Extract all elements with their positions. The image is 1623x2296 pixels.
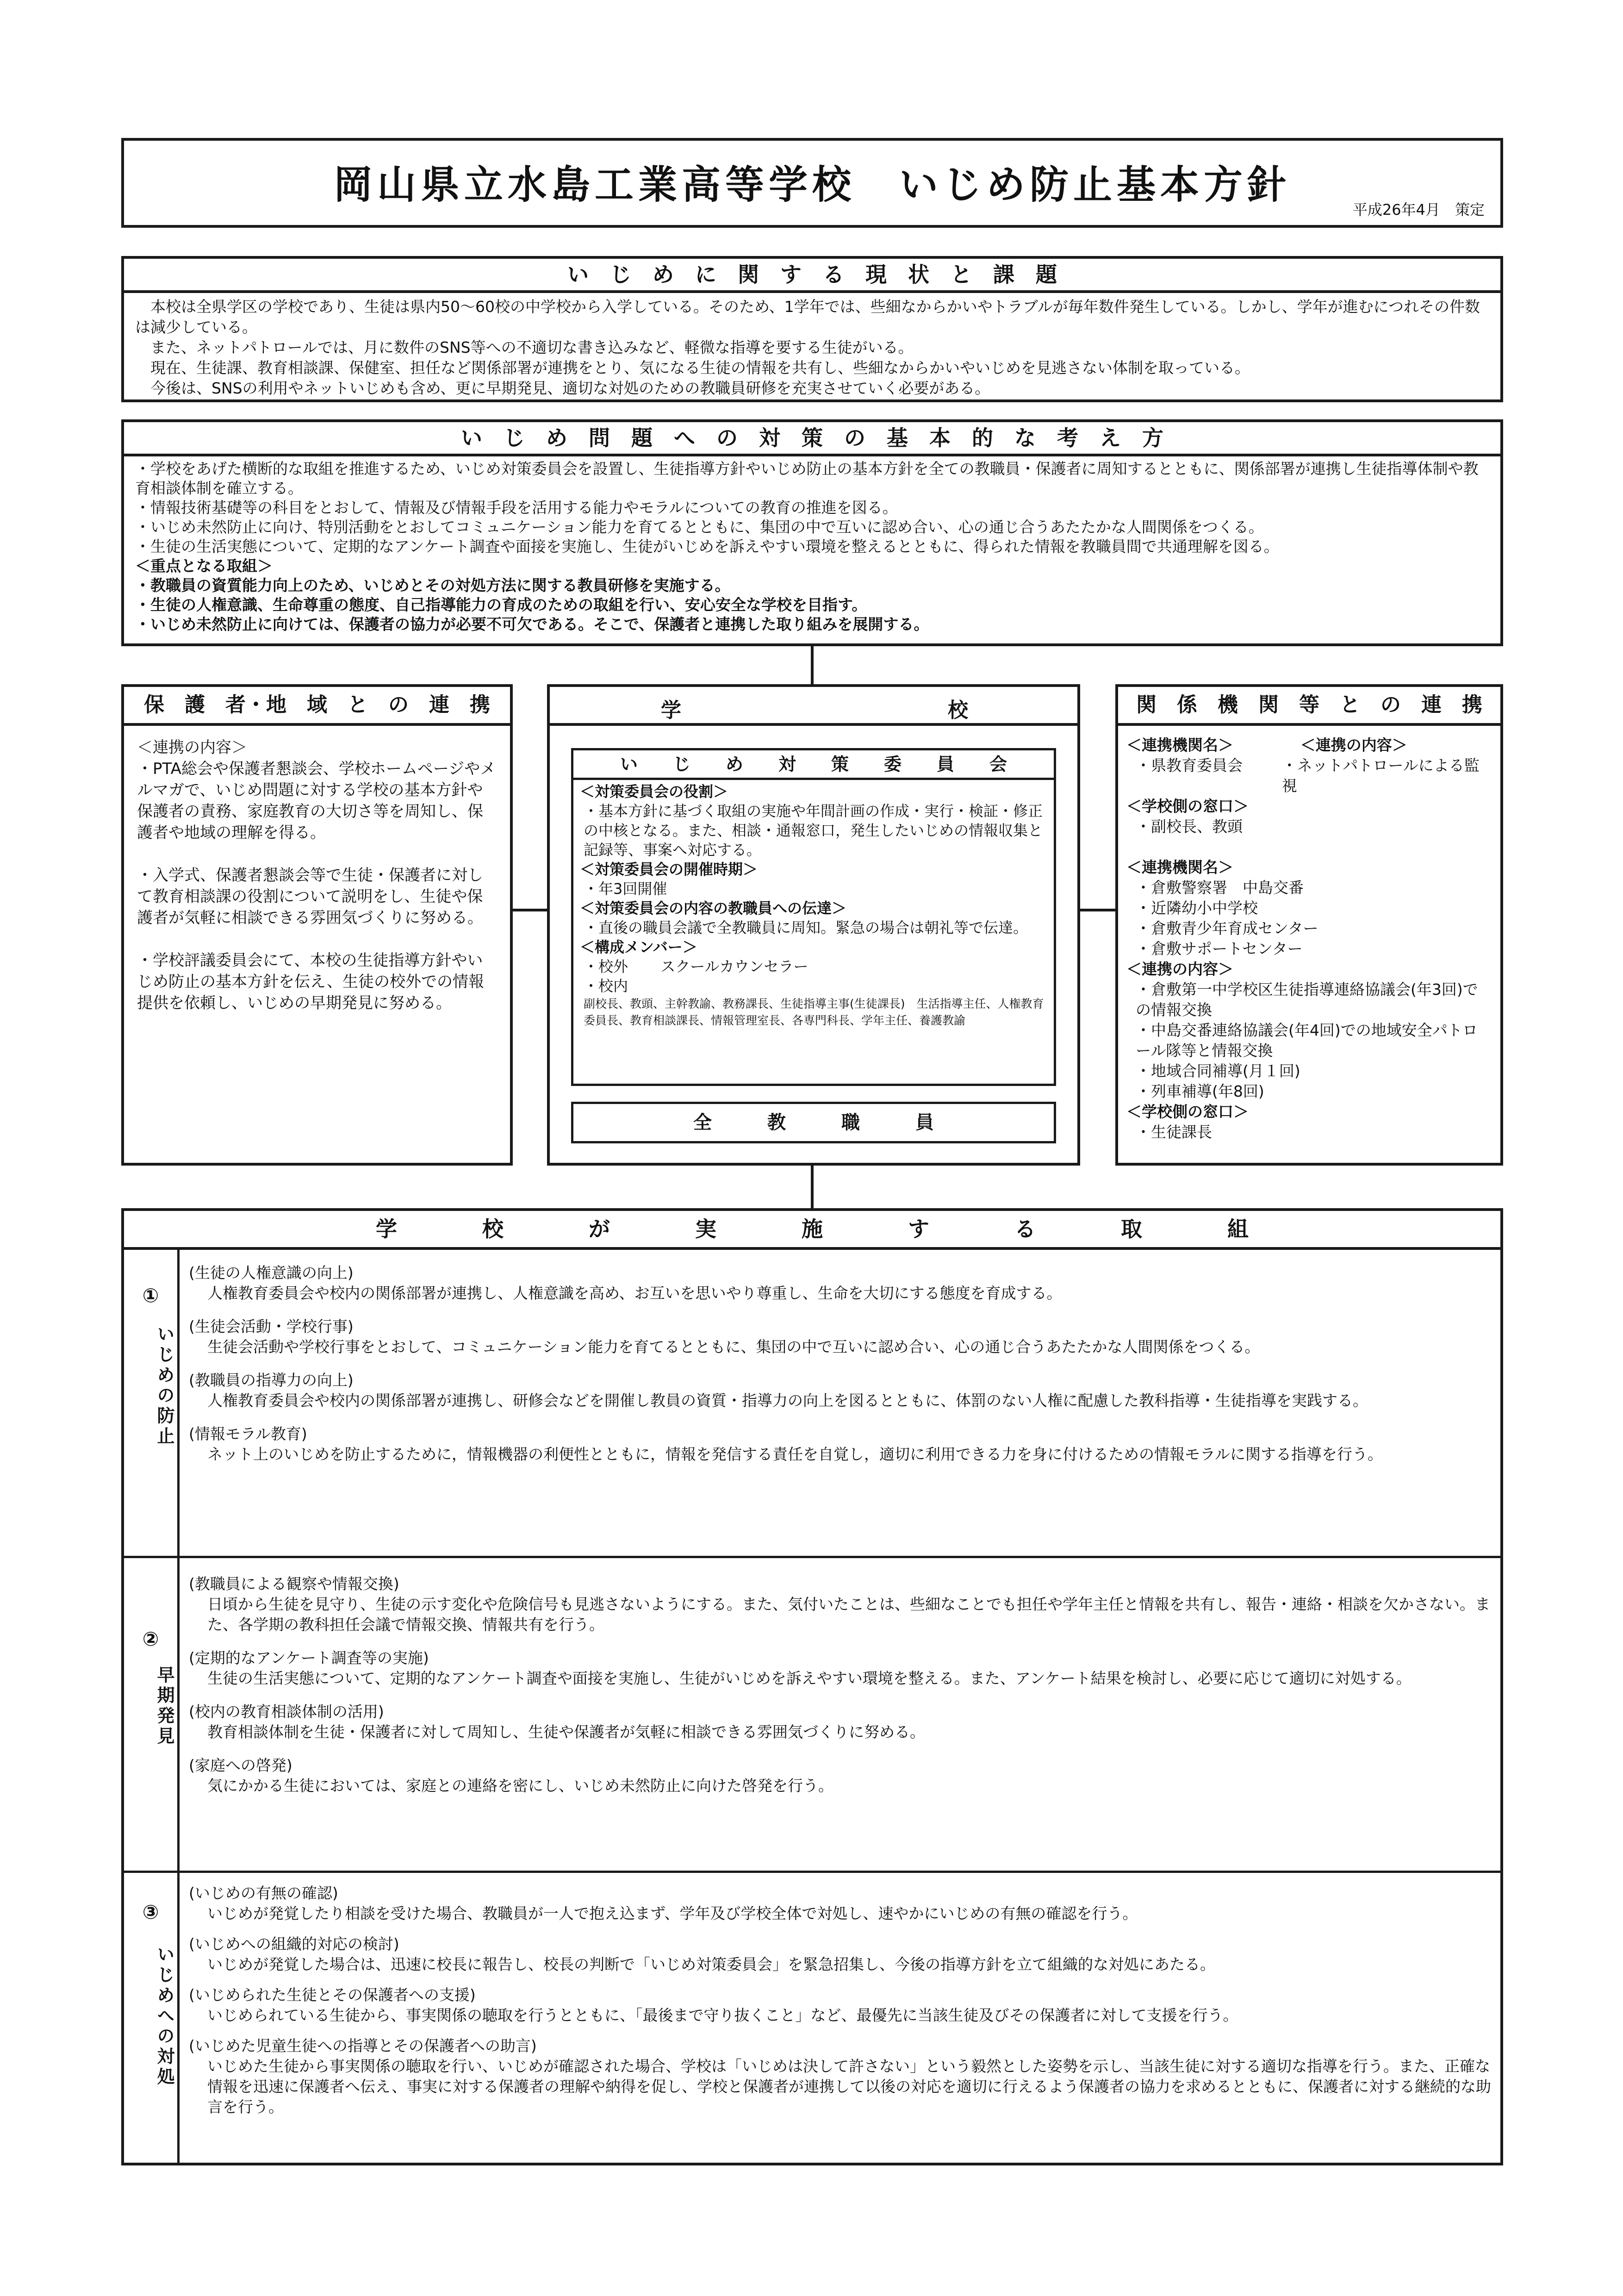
agency-window-title: ＜学校側の窓口＞ [1126, 797, 1249, 815]
actions-heading: 学 校 が 実 施 す る 取 組 [124, 1211, 1500, 1250]
school-heading-right: 校 [948, 699, 968, 722]
action-item [189, 1648, 1491, 1689]
agency-org: ・倉敷青少年育成センター [1136, 919, 1318, 937]
committee-members-title: ＜構成メンバー＞ [580, 938, 697, 956]
item-text: 生徒の生活実態について、定期的なアンケート調査や面接を実施し、生徒がいじめを訴えやすい環境を整える。また、アンケート結果を検討し、必要に応じて適切に対処する。 [207, 1669, 1412, 1687]
guardian-para: ・PTA総会や保護者懇談会、学校ホームページやメルマガで、いじめ問題に対する学校の基本方針や保護者の責務、家庭教育の大切さ等を周知し、保護者や地域の理解を得る。 [137, 760, 496, 842]
section-label: いじめの防止 [154, 1325, 174, 1447]
all-staff-box [571, 1102, 1056, 1143]
guardian-content-title: ＜連携の内容＞ [137, 738, 247, 757]
connector-line [1080, 909, 1115, 911]
item-title: (情報モラル教育) [189, 1425, 307, 1443]
item-text: いじめられている生徒から、事実関係の聴取を行うとともに、「最後まで守り抜くこと」など、最優先に当該生徒及びその保護者に対して支援を行う。 [207, 2006, 1238, 2024]
agency-org-title: ＜連携機関名＞ [1126, 736, 1233, 754]
committee-box [571, 748, 1056, 1086]
action-item [189, 2036, 1491, 2117]
action-section-early-detection [124, 1558, 1500, 1873]
agency-content: ・地域合同補導(月１回) [1136, 1062, 1300, 1080]
title-box [121, 138, 1503, 228]
item-text: 日頃から生徒を見守り、生徒の示す変化や危険信号も見逃さないようにする。また、気付いたことは、些細なことでも担任や学年主任と情報を共有し、報告・連絡・相談を欠かさない。また、各学期の教科担任会議で情報交換、情報共有を行う。 [207, 1595, 1490, 1634]
item-title: (教職員の指導力の向上) [189, 1371, 354, 1389]
section-label-cell [124, 1558, 180, 1871]
current-line: 現在、生徒課、教育相談課、保健室、担任など関係部署が連携をとり、気になる生徒の情報を共有し、些細なからかいやいじめを見逃さない体制を取っている。 [135, 359, 1250, 377]
agency-row-1 [1126, 735, 1492, 796]
current-line: 今後は、SNSの利用やネットいじめも含め、更に早期発見、適切な対処のための教職員研修を充実させていく必要がある。 [135, 379, 990, 397]
section-number: ③ [142, 1901, 159, 1923]
policy-line: ・生徒の生活実態について、定期的なアンケート調査や面接を実施し、生徒がいじめを訴えやすい環境を整えるとともに、得られた情報を教職員間で共通理解を図る。 [135, 537, 1279, 555]
committee-timing-text: ・年3回開催 [584, 880, 667, 898]
guardian-heading: 保 護 者・地 域 と の 連 携 [124, 687, 510, 726]
current-situation-heading: い じ め に 関 す る 現 状 と 課 題 [124, 259, 1500, 293]
item-text: いじめた生徒から事実関係の聴取を行い、いじめが確認された場合、学校は「いじめは決して許さない」という毅然とした姿勢を示し、当該生徒に対する適切な指導を行う。また、正確な情報を迅速に保護者へ伝え、事実に対する保護者の理解や納得を促し、学校と保護者が連携して以後の対応を適切に行えるよう保護者の協力を求めるとともに、保護者に対する継続的な助言を行う。 [207, 2057, 1491, 2116]
policy-line: ・いじめ未然防止に向け、特別活動をとおしてコミュニケーション能力を育てるとともに、集団の中で互いに認め合い、心の通じ合うあたたかな人間関係をつくる。 [135, 518, 1264, 536]
action-item [189, 1985, 1491, 2026]
guardian-para: ・入学式、保護者懇談会等で生徒・保護者に対して教育相談課の役割について説明をし、生徒や保護者が気軽に相談できる雰囲気づくりに努める。 [137, 866, 483, 927]
focus-line: ・いじめ未然防止に向けては、保護者の協力が必要不可欠である。そこで、保護者と連携した取り組みを展開する。 [135, 615, 929, 633]
policy-line: ・学校をあげた横断的な取組を推進するため、いじめ対策委員会を設置し、生徒指導方針やいじめ防止の基本方針を全ての教職員・保護者に周知するとともに、関係部署が連携し生徒指導体制や教育相談体制を確立する。 [135, 460, 1479, 497]
item-title: (校内の教育相談体制の活用) [189, 1703, 384, 1721]
outside-label: ・校外 [584, 958, 628, 975]
school-box [547, 684, 1080, 1166]
committee-role-title: ＜対策委員会の役割＞ [580, 783, 728, 800]
committee-share-text: ・直後の職員会議で全教職員に周知。緊急の場合は朝礼等で伝達。 [584, 919, 1028, 936]
committee-body [573, 780, 1054, 1031]
action-item [189, 1263, 1491, 1304]
section-items [189, 1883, 1491, 2117]
agency-org: ・倉敷警察署 中島交番 [1136, 879, 1304, 897]
agency-content: ・倉敷第一中学校区生徒指導連絡協議会(年3回)での情報交換 [1136, 980, 1478, 1019]
section-label-cell [124, 1247, 180, 1556]
outside-value: スクールカウンセラー [660, 958, 808, 975]
item-title: (生徒の人権意識の向上) [189, 1264, 354, 1282]
committee-role-text: ・基本方針に基づく取組の実施や年間計画の作成・実行・検証・修正の中核となる。また、相談・通報窓口，発生したいじめの情報収集と記録等、事案へ対応する。 [584, 802, 1043, 859]
agency-content: ・ネットパトロールによる監視 [1281, 756, 1480, 795]
item-text: いじめが発覚したり相談を受けた場合、教職員が一人で抱え込まず、学年及び学校全体で対処し、速やかにいじめの有無の確認を行う。 [207, 1904, 1138, 1922]
action-item [189, 1934, 1491, 1975]
committee-inside-label: ・校内 [584, 977, 628, 995]
section-label-cell [124, 1873, 180, 2163]
agency-content: ・列車補導(年8回) [1136, 1082, 1264, 1100]
committee-outside [580, 957, 1047, 976]
committee-inside-text: 副校長、教頭、主幹教諭、教務課長、生徒指導主事(生徒課長) 生活指導主任、人権教育委員長、教育相談課長、情報管理室長、各専門科長、学年主任、養護教諭 [584, 997, 1044, 1027]
agency-window: ・副校長、教頭 [1136, 817, 1243, 836]
connector-line [811, 646, 814, 684]
item-text: 教育相談体制を生徒・保護者に対して周知し、生徒や保護者が気軽に相談できる雰囲気づくりに努める。 [207, 1723, 925, 1741]
item-text: いじめが発覚した場合は、迅速に校長に報告し、校長の判断で「いじめ対策委員会」を緊急招集し、今後の指導方針を立て組織的な対処にあたる。 [207, 1955, 1215, 1973]
item-title: (いじめへの組織的対応の検討) [189, 1935, 399, 1953]
agencies-body [1118, 726, 1500, 1152]
action-item [189, 1574, 1491, 1635]
item-title: (いじめの有無の確認) [189, 1884, 338, 1902]
focus-line: ・教職員の資質能力向上のため、いじめとその対処方法に関する教員研修を実施する。 [135, 576, 730, 594]
section-label: 早期発見 [154, 1666, 174, 1747]
action-item [189, 1755, 1491, 1796]
item-text: 人権教育委員会や校内の関係部署が連携し、人権意識を高め、お互いを思いやり尊重し、生命を大切にする態度を育成する。 [207, 1284, 1062, 1302]
section-number: ② [142, 1628, 159, 1650]
agency-org: ・県教育委員会 [1136, 756, 1243, 774]
item-title: (家庭への啓発) [189, 1756, 292, 1774]
all-staff-label: 全 教 職 員 [693, 1112, 934, 1133]
committee-share-title: ＜対策委員会の内容の教職員への伝達＞ [580, 899, 847, 917]
connector-line [513, 909, 547, 911]
school-heading [550, 687, 1077, 726]
basic-policy-body [124, 456, 1500, 637]
action-item [189, 1883, 1491, 1924]
agency-org-title: ＜連携機関名＞ [1126, 858, 1233, 876]
item-text: ネット上のいじめを防止するために，情報機器の利便性とともに，情報を発信する責任を自覚し，適切に利用できる力を身に付けるための情報モラルに関する指導を行う。 [207, 1445, 1383, 1463]
committee-timing-title: ＜対策委員会の開催時期＞ [580, 861, 758, 878]
basic-policy-heading: い じ め 問 題 へ の 対 策 の 基 本 的 な 考 え 方 [124, 422, 1500, 456]
focus-title: ＜重点となる取組＞ [135, 557, 273, 575]
section-items [189, 1574, 1491, 1796]
guardian-box [121, 684, 513, 1166]
school-heading-left: 学 [661, 699, 681, 722]
agency-content-title: ＜連携の内容＞ [1300, 736, 1407, 754]
item-title: (生徒会活動・学校行事) [189, 1317, 354, 1335]
agencies-box [1115, 684, 1503, 1166]
agency-org: ・近隣幼小中学校 [1136, 899, 1258, 917]
agency-content-title: ＜連携の内容＞ [1126, 960, 1233, 978]
policy-line: ・情報技術基礎等の科目をとおして、情報及び情報手段を活用する能力やモラルについての教育の推進を図る。 [135, 499, 898, 517]
action-section-prevention [124, 1247, 1500, 1558]
action-item [189, 1370, 1491, 1411]
action-section-response [124, 1873, 1500, 2163]
current-situation-body [124, 293, 1500, 402]
section-items [189, 1263, 1491, 1465]
action-item [189, 1424, 1491, 1465]
current-line: また、ネットパトロールでは、月に数件のSNS等への不適切な書き込みなど、軽微な指導を要する生徒がいる。 [135, 338, 914, 356]
date-text: 平成26年4月 策定 [1352, 201, 1485, 218]
agency-window: ・生徒課長 [1136, 1123, 1212, 1141]
committee-heading: い じ め 対 策 委 員 会 [573, 750, 1054, 780]
item-title: (いじめられた生徒とその保護者への支援) [189, 1986, 476, 2004]
action-item [189, 1702, 1491, 1742]
item-text: 人権教育委員会や校内の関係部署が連携し、研修会などを開催し教員の資質・指導力の向上を図るとともに、体罰のない人権に配慮した教科指導・生徒指導を実践する。 [207, 1391, 1368, 1410]
connector-line [811, 1165, 814, 1208]
item-title: (教職員による観察や情報交換) [189, 1575, 399, 1593]
agency-content: ・中島交番連絡協議会(年4回)での地域安全パトロール隊等と情報交換 [1136, 1021, 1478, 1060]
guardian-body [124, 726, 510, 1025]
actions-box [121, 1208, 1503, 2165]
action-item [189, 1316, 1491, 1357]
guardian-para: ・学校評議委員会にて、本校の生徒指導方針やいじめ防止の基本方針を伝え、生徒の校外での情報提供を依頼し、いじめの早期発見に努める。 [137, 951, 485, 1012]
item-title: (いじめた児童生徒への指導とその保護者への助言) [189, 2037, 537, 2055]
item-title: (定期的なアンケート調査等の実施) [189, 1649, 429, 1667]
agencies-heading: 関 係 機 関 等 と の 連 携 [1118, 687, 1500, 726]
agency-org: ・倉敷サポートセンター [1136, 940, 1303, 958]
basic-policy-box [121, 419, 1503, 646]
focus-line: ・生徒の人権意識、生命尊重の態度、自己指導能力の育成のための取組を行い、安心安全な学校を目指す。 [135, 596, 867, 614]
page-title: 岡山県立水島工業高等学校 いじめ防止基本方針 [333, 162, 1291, 207]
agency-window-title: ＜学校側の窓口＞ [1126, 1103, 1249, 1121]
current-line: 本校は全県学区の学校であり、生徒は県内50～60校の中学校から入学している。そのため、1学年では、些細なからかいやトラブルが毎年数件発生している。しかし、学年が進むにつれその件数は減少している。 [135, 298, 1480, 336]
section-number: ① [142, 1284, 159, 1307]
item-text: 気にかかる生徒においては、家庭との連絡を密にし、いじめ未然防止に向けた啓発を行う。 [207, 1777, 833, 1795]
item-text: 生徒会活動や学校行事をとおして、コミュニケーション能力を育てるとともに、集団の中で互いに認め合い、心の通じ合うあたたかな人間関係をつくる。 [207, 1338, 1260, 1356]
section-label: いじめへの対処 [154, 1945, 174, 2088]
current-situation-box [121, 256, 1503, 402]
